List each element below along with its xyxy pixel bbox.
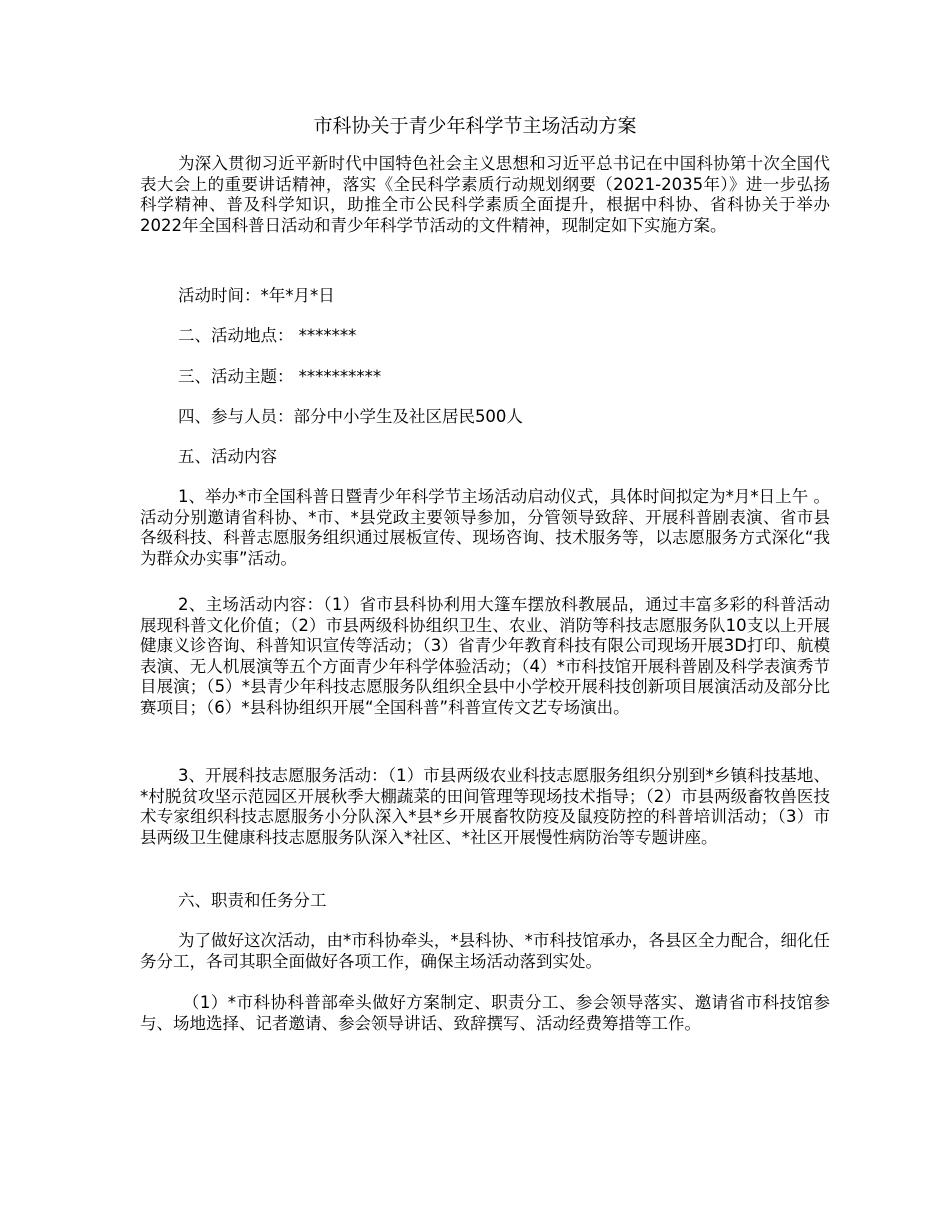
paragraph-item-3: 3、开展科技志愿服务活动：（1）市县两级农业科技志愿服务组织分别到*乡镇科技基地、*村脱贫攻坚示范园区开展秋季大棚蔬菜的田间管理等现场技术指导；（2）市县两级畜牧兽医技术专家组织科技志愿服务小分队深入*县*乡开展畜牧防疫及鼠疫防控的科普培训活动；（3）市县两级卫生健康科技志愿服务队深入*社区、*社区开展慢性病防治等专题讲座。 xyxy=(140,766,830,847)
paragraph-item-1: 1、举办*市全国科普日暨青少年科学节主场活动启动仪式，具体时间拟定为*月*日上午 。活动分别邀请省科协、*市、*县党政主要领导参加，分管领导致辞、开展科普剧表演、省市县各级科技、科普志愿服务组织通过展板宣传、现场咨询、技术服务等，以志愿服务方式深化“我为群众办实事”活动。 xyxy=(140,487,830,568)
paragraph-theme: 三、活动主题： ********** xyxy=(177,367,382,386)
paragraph-time: 活动时间：*年*月*日 xyxy=(177,286,335,305)
document-title: 市科协关于青少年科学节主场活动方案 xyxy=(313,115,637,137)
paragraph-duties-intro: 为了做好这次活动，由*市科协牵头，*县科协、*市科技馆承办，各县区全力配合，细化任务分工，各司其职全面做好各项工作，确保主场活动落到实处。 xyxy=(140,931,830,971)
paragraph-duty-1: （1）*市科协科普部牵头做好方案制定、职责分工、参会领导落实、邀请省市科技馆参与、场地选择、记者邀请、参会领导讲话、致辞撰写、活动经费筹措等工作。 xyxy=(140,993,830,1033)
paragraph-participants: 四、参与人员：部分中小学生及社区居民500人 xyxy=(177,407,523,426)
paragraph-location: 二、活动地点： ******* xyxy=(177,326,357,345)
paragraph-item-2: 2、主场活动内容：（1）省市县科协利用大篷车摆放科教展品，通过丰富多彩的科普活动展现科普文化价值；（2）市县两级科协组织卫生、农业、消防等科技志愿服务队10支以上开展健康义诊咨询、科普知识宣传等活动；（3）省青少年教育科技有限公司现场开展3D打印、航模表演、无人机展演等五个方面青少年科学体验活动；（4）*市科技馆开展科普剧及科学表演秀节目展演；（5）*县青少年科技志愿服务队组织全县中小学校开展科技创新项目展演活动及部分比赛项目；（6）*县科协组织开展“全国科普”科普宣传文艺专场演出。 xyxy=(140,595,830,717)
paragraph-section-duties: 六、职责和任务分工 xyxy=(177,891,327,910)
paragraph-intro: 为深入贯彻习近平新时代中国特色社会主义思想和习近平总书记在中国科协第十次全国代表大会上的重要讲话精神，落实《全民科学素质行动规划纲要（2021-2035年）》进一步弘扬科学精神、普及科学知识，助推全市公民科学素质全面提升，根据中科协、省科协关于举办2022年全国科普日活动和青少年科学节活动的文件精神，现制定如下实施方案。 xyxy=(140,154,830,235)
paragraph-section-content: 五、活动内容 xyxy=(177,447,277,466)
